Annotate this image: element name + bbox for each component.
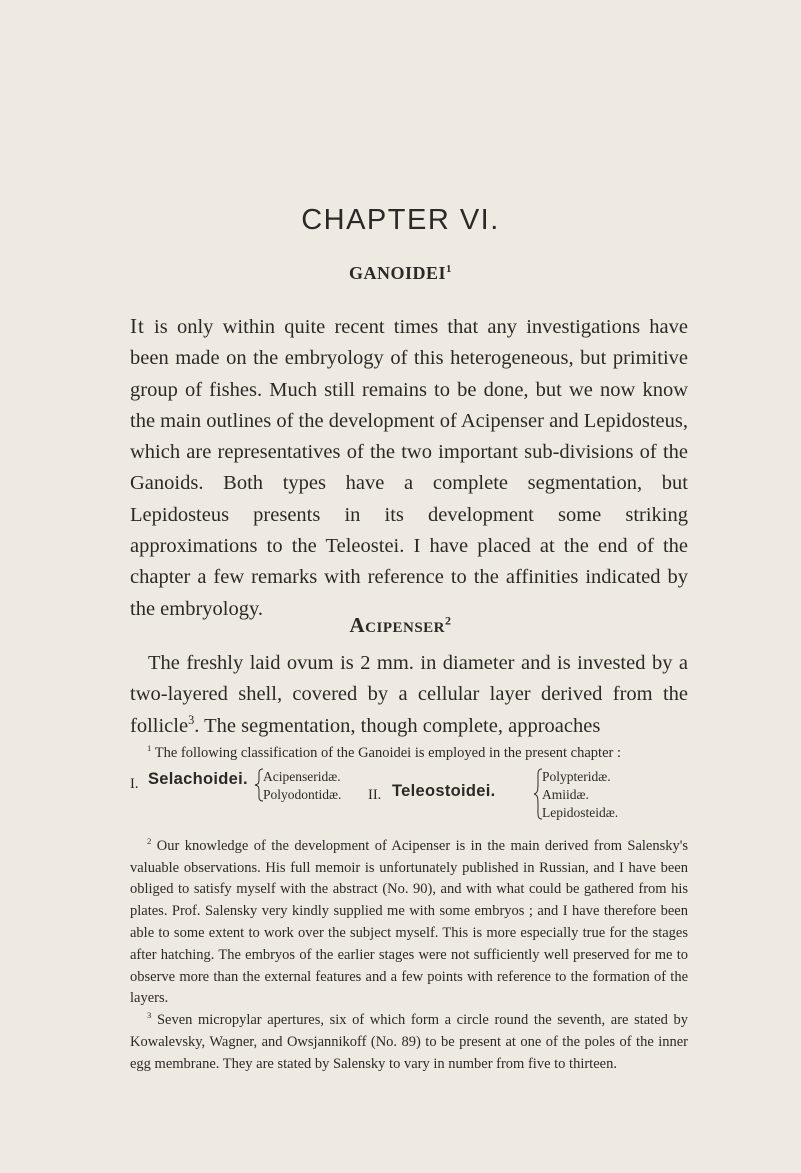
footnote-ref-3: 3 <box>188 712 195 727</box>
drop-word: It <box>130 314 145 338</box>
chapter-title <box>0 204 801 237</box>
acipenser-paragraph-text: The freshly laid ovum is 2 mm. in diameter and is invested by a two-layered shell, covered by a cellular layer derived from the follicle <box>130 652 688 737</box>
footnote-1-text: The following classification of the Ganoidei is employed in the present chapter : <box>154 745 621 761</box>
footnote-1-mark: 1 <box>147 743 152 754</box>
acipenser-heading <box>0 613 801 638</box>
family-amiidae: Amiidæ. <box>542 786 589 802</box>
family-polyodontidae: Polyodontidæ. <box>263 786 342 802</box>
intro-paragraph <box>130 311 688 628</box>
footnotes <box>130 743 688 1076</box>
acipenser-heading-text: Acipenser <box>349 613 445 637</box>
footnote-3 <box>130 1010 688 1075</box>
group-2-number: II. <box>368 786 382 803</box>
section-title <box>0 263 801 284</box>
family-polypteridae: Polypteridæ. <box>542 768 611 784</box>
group-1-number: I. <box>130 775 139 792</box>
footnote-3-text: Seven micropylar apertures, six of which form a circle round the seventh, are stated by Kowalevsky, Wagner, and Owsjannikoff (No. 89) to be present at one of the poles of the inner egg membrane. They are stated by Salensky to vary in number from five to thirteen. <box>130 1012 688 1072</box>
footnote-3-mark: 3 <box>147 1010 152 1021</box>
group-2-name: Teleostoidei. <box>392 781 496 800</box>
footnote-2-text: Our knowledge of the development of Acipenser is in the main derived from Salensky's valuable observations. His full memoir is unfortunately published in Russian, and I have been obliged to satisfy myself with the abstract (No. 90), and with what could be gathered from his plates. Prof. Salensky very kindly supplied me with some embryos ; and I have therefore been able to some extent to work over the subject myself. This is more especially true for the stages after hatching. The embryos of the earlier stages were not sufficiently well preserved for me to observe more than the external features and a few points with reference to the formation of the layers. <box>130 837 688 1007</box>
footnote-1 <box>130 743 688 765</box>
classification-table <box>130 766 688 836</box>
footnote-2 <box>130 836 688 1010</box>
acipenser-paragraph-text-end: . The segmentation, though complete, approaches <box>194 714 601 737</box>
family-lepidosteidae: Lepidosteidæ. <box>542 804 619 820</box>
footnote-2-mark: 2 <box>147 835 152 846</box>
section-title-text: GANOIDEI <box>349 263 447 283</box>
footnote-ref-2: 2 <box>445 613 452 628</box>
acipenser-paragraph <box>130 648 688 742</box>
family-acipenseridae: Acipenseridæ. <box>263 768 341 784</box>
intro-paragraph-text: is only within quite recent times that any investigations have been made on the embryology of this heterogeneous, but primitive group of fishes. Much still remains to be done, but we now know the main outlines of the development of Acipenser and Lepidosteus, which are representatives of the two important sub-divisions of the Ganoids. Both types have a complete segmentation, but Lepidosteus presents in its development some striking approximations to the Teleostei. I have placed at the end of the chapter a few remarks with reference to the affinities indicated by the embryology. <box>130 316 688 620</box>
footnote-ref-1: 1 <box>446 263 452 275</box>
group-1-name: Selachoidei. <box>148 769 248 788</box>
chapter-title-text: CHAPTER VI. <box>301 204 500 236</box>
